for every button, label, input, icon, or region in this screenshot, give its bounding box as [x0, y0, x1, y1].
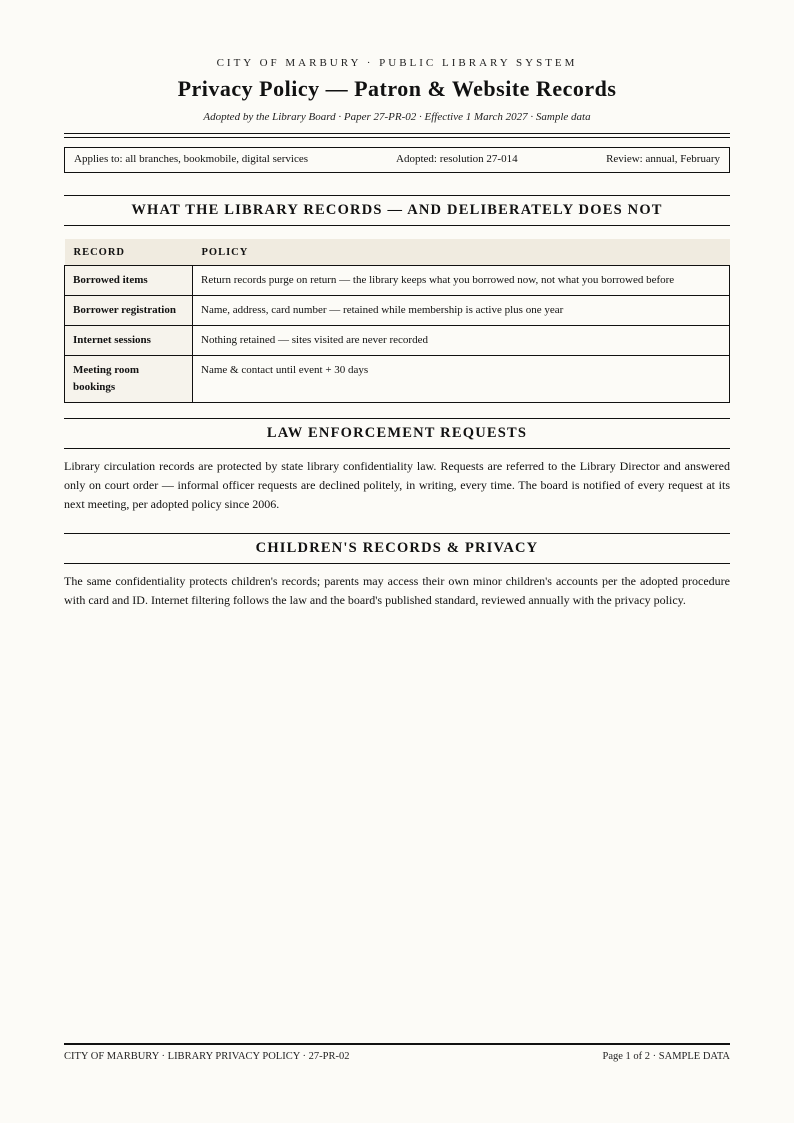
law-section-body: Library circulation records are protected by state library confidentiality law. Requests are referred to the Library Director and answered only on court order — informal officer requests are declined politely, in writing, every time. The board is notified of every request at its next meeting, per adopted policy since 2006. [64, 459, 730, 511]
footer-document-id: CITY OF MARBURY · LIBRARY PRIVACY POLICY · 27-PR-02 [64, 1051, 350, 1062]
document-title: Privacy Policy — Patron & Website Records [177, 76, 617, 101]
organization-name: CITY OF MARBURY · PUBLIC LIBRARY SYSTEM [216, 57, 578, 69]
meta-adopted: Adopted: resolution 27-014 [396, 153, 518, 165]
table-row [65, 356, 730, 403]
policy-cell: Return records purge on return — the library keeps what you borrowed now, not what you borrowed before [193, 266, 730, 296]
header-divider [64, 133, 730, 138]
policy-cell: Name, address, card number — retained while membership is active plus one year [193, 296, 730, 326]
footer-page-number: Page 1 of 2 · SAMPLE DATA [602, 1051, 730, 1062]
record-cell: Internet sessions [65, 326, 193, 356]
footer-divider [64, 1043, 730, 1045]
document-subtitle: Adopted by the Library Board · Paper 27-PR-02 · Effective 1 March 2027 · Sample data [203, 111, 591, 123]
record-cell: Meeting room bookings [65, 356, 193, 403]
table-row [65, 266, 730, 296]
record-cell: Borrowed items [65, 266, 193, 296]
record-cell: Borrower registration [65, 296, 193, 326]
column-header-record: RECORD [65, 239, 193, 266]
policy-cell: Name & contact until event + 30 days [193, 356, 730, 403]
records-section-heading: WHAT THE LIBRARY RECORDS — AND DELIBERATELY DOES NOT [64, 195, 730, 226]
children-section-body: The same confidentiality protects children's records; parents may access their own minor children's accounts per the adopted procedure with card and ID. Internet filtering follows the law and the board's published standard, reviewed annually with the privacy policy. [64, 574, 730, 607]
column-header-policy: POLICY [193, 239, 730, 266]
table-row [65, 296, 730, 326]
children-section-heading: CHILDREN'S RECORDS & PRIVACY [64, 533, 730, 564]
meta-applies: Applies to: all branches, bookmobile, digital services [74, 153, 309, 165]
records-table [64, 239, 730, 403]
table-row [65, 326, 730, 356]
table-header-row [65, 239, 730, 266]
meta-box [64, 147, 730, 173]
law-section-heading: LAW ENFORCEMENT REQUESTS [64, 418, 730, 449]
meta-review: Review: annual, February [606, 153, 720, 165]
policy-cell: Nothing retained — sites visited are never recorded [193, 326, 730, 356]
